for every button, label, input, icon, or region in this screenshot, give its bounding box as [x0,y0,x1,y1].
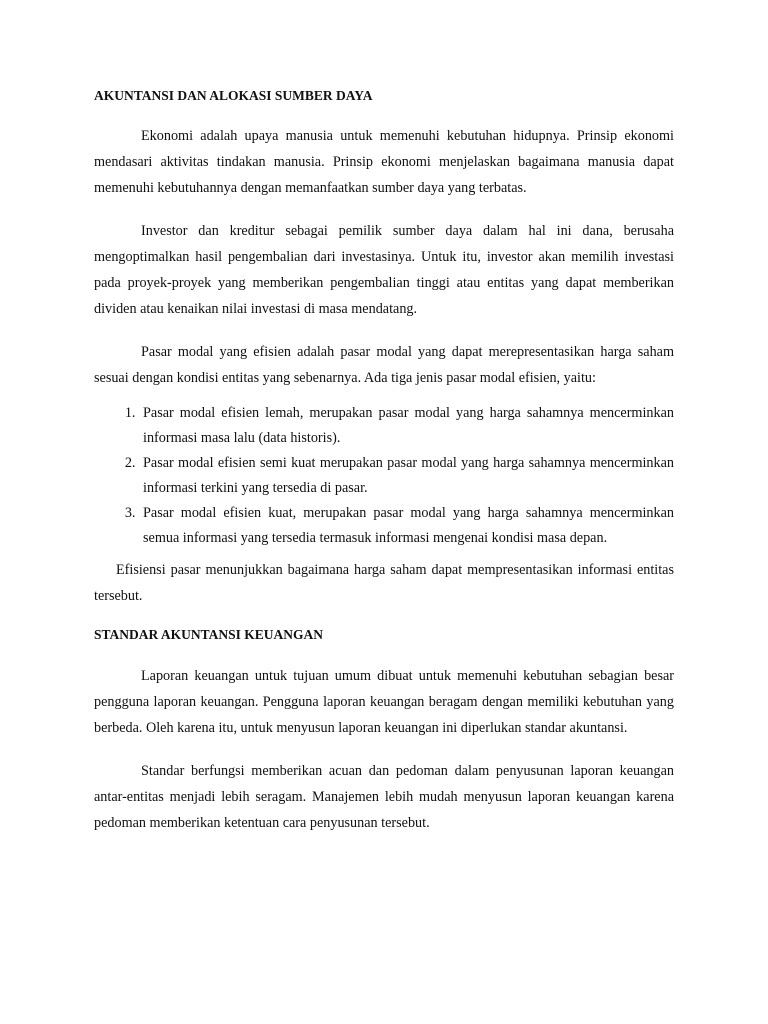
list-item: 2. Pasar modal efisien semi kuat merupakan pasar modal yang harga sahamnya mencerminkan informasi terkini yang tersedia di pasar. [139,451,674,501]
section-heading-akuntansi: AKUNTANSI DAN ALOKASI SUMBER DAYA [94,88,373,103]
paragraph-laporan-keuangan: Laporan keuangan untuk tujuan umum dibuat untuk memenuhi kebutuhan sebagian besar pengguna laporan keuangan. Pengguna laporan keuangan beragam dengan memiliki kebutuhan yang berbeda. Oleh karena itu, untuk menyusun laporan keuangan ini diperlukan standar akuntansi. [94,668,674,736]
list-item: 1. Pasar modal efisien lemah, merupakan pasar modal yang harga sahamnya mencerminkan informasi masa lalu (data historis). [139,401,674,451]
paragraph-pasar-modal: Pasar modal yang efisien adalah pasar modal yang dapat merepresentasikan harga saham sesuai dengan kondisi entitas yang sebenarnya. Ada tiga jenis pasar modal efisien, yaitu: [94,344,674,386]
paragraph-ekonomi: Ekonomi adalah upaya manusia untuk memenuhi kebutuhan hidupnya. Prinsip ekonomi mendasari aktivitas tindakan manusia. Prinsip ekonomi menjelaskan bagaimana manusia dapat memenuhi kebutuhannya dengan memanfaatkan sumber daya yang terbatas. [94,128,674,196]
list-item: 3. Pasar modal efisien kuat, merupakan pasar modal yang harga sahamnya mencerminkan semua informasi yang tersedia termasuk informasi mengenai kondisi masa depan. [139,501,674,551]
paragraph-investor: Investor dan kreditur sebagai pemilik sumber daya dalam hal ini dana, berusaha mengoptimalkan hasil pengembalian dari investasinya. Untuk itu, investor akan memilih investasi pada proyek-proyek yang memberikan pengembalian tinggi atau entitas yang dapat memberikan dividen atau kenaikan nilai investasi di masa mendatang. [94,223,674,317]
paragraph-standar: Standar berfungsi memberikan acuan dan pedoman dalam penyusunan laporan keuangan antar-entitas menjadi lebih seragam. Manajemen lebih mudah menyusun laporan keuangan karena pedoman memberikan ketentuan cara penyusunan tersebut. [94,763,674,831]
paragraph-efisiensi: Efisiensi pasar menunjukkan bagaimana harga saham dapat mempresentasikan informasi entitas tersebut. [94,562,674,604]
section-heading-standar: STANDAR AKUNTANSI KEUANGAN [94,627,324,642]
efficient-market-list [94,401,674,551]
